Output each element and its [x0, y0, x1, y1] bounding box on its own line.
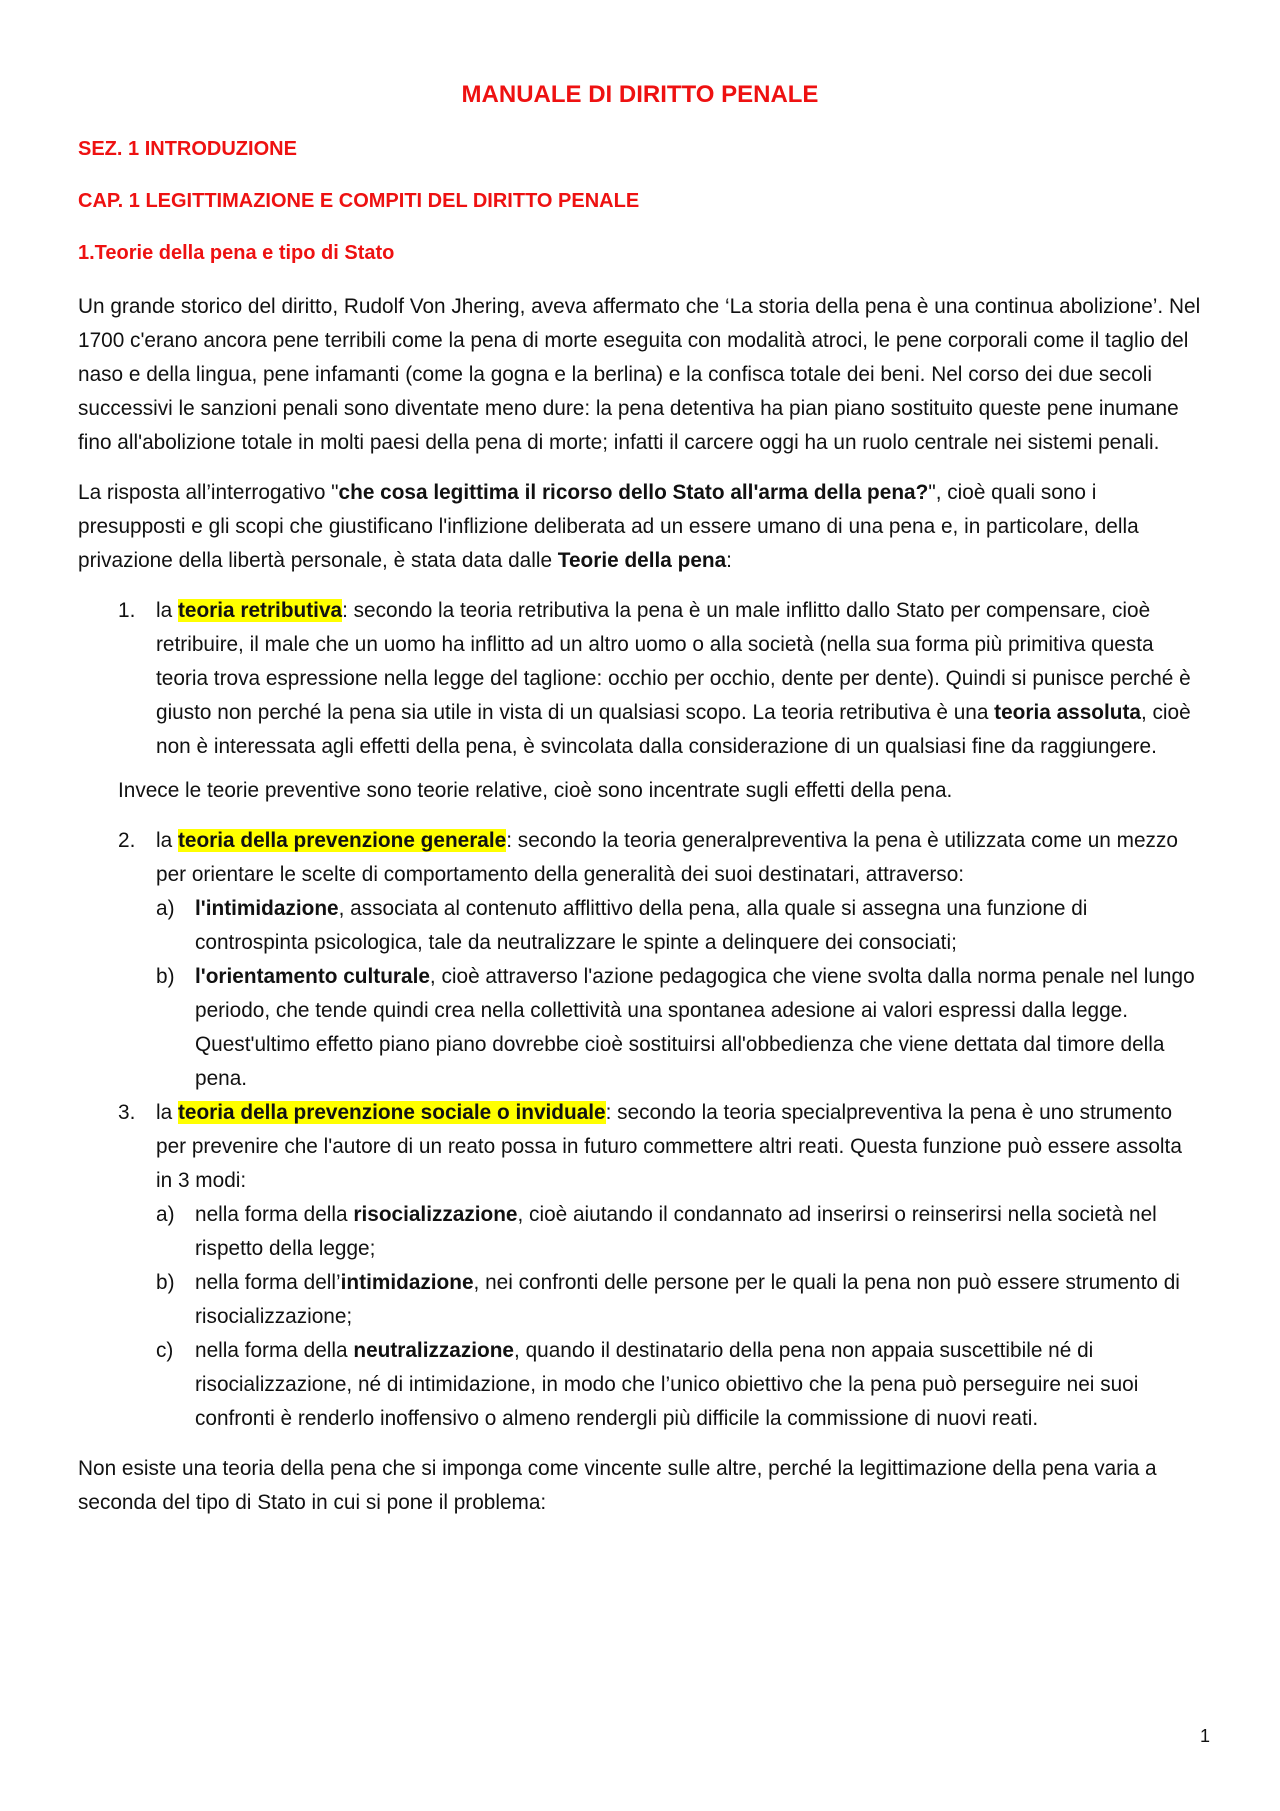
bold-term: l'intimidazione	[195, 897, 339, 920]
text-run: la	[156, 829, 178, 852]
text-run: nella forma della	[195, 1339, 354, 1362]
text-run: nella forma della	[195, 1203, 354, 1226]
text-run: la	[156, 599, 178, 622]
sublist-item	[156, 1266, 1202, 1334]
document-title: MANUALE DI DIRITTO PENALE	[461, 81, 819, 108]
bold-question: che cosa legittima il ricorso dello Stato all'arma della pena?	[338, 481, 929, 504]
sublist-item	[156, 960, 1202, 1096]
text-run: , nei confronti delle persone per le quali la pena non può essere strumento di risocializzazione;	[195, 1271, 1180, 1328]
highlighted-term: teoria retributiva	[177, 599, 343, 622]
bold-term: neutralizzazione	[353, 1339, 515, 1362]
list-number: 2.	[118, 829, 136, 852]
theories-list-part2	[78, 824, 1202, 1436]
chapter-heading: CAP. 1 LEGITTIMAZIONE E COMPITI DEL DIRITTO PENALE	[78, 190, 640, 212]
sublist-general-prevention	[156, 892, 1202, 1096]
sublist-item	[156, 1198, 1202, 1266]
sublist-letter: c)	[156, 1339, 174, 1362]
text-run: , cioè attraverso l'azione pedagogica che viene svolta dalla norma penale nel lungo periodo, che tende quindi crea nella collettività una spontanea adesione ai valori espressi dalla legge. Quest'ultimo effetto piano piano dovrebbe cioè sostituirsi all'obbedienza che viene dettata dal timore della pena.	[195, 965, 1195, 1090]
text-run: La risposta all’interrogativo "	[78, 481, 339, 504]
sublist-letter: a)	[156, 1203, 175, 1226]
list-item-theory-general-prevention	[78, 824, 1202, 1096]
list-item-theory-retributive	[78, 594, 1202, 764]
text-run: , cioè aiutando il condannato ad inserirsi o reinserirsi nella società nel rispetto della legge;	[195, 1203, 1157, 1260]
sublist-letter: a)	[156, 897, 175, 920]
subchapter-heading: 1.Teorie della pena e tipo di Stato	[78, 242, 395, 264]
list-item-theory-special-prevention	[78, 1096, 1202, 1436]
paragraph-conclusion: Non esiste una teoria della pena che si imponga come vincente sulle altre, perché la legittimazione della pena varia a seconda del tipo di Stato in cui si pone il problema:	[78, 1457, 1157, 1514]
list-number: 1.	[118, 599, 136, 622]
text-run: ", cioè quali sono i presupposti e gli scopi che giustificano l'inflizione deliberata ad un essere umano di una pena e, in particolare, della privazione della libertà personale, è stata data dalle	[78, 481, 1139, 572]
text-run: , associata al contenuto afflittivo della pena, alla quale si assegna una funzione di controspinta psicologica, tale da neutralizzare le spinte a delinquere dei consociati;	[195, 897, 1088, 954]
text-run: nella forma dell’	[195, 1271, 341, 1294]
highlighted-term: teoria della prevenzione sociale o inviduale	[177, 1101, 606, 1124]
text-run: : secondo la teoria generalpreventiva la pena è utilizzata come un mezzo per orientare le scelte di comportamento della generalità dei suoi destinatari, attraverso:	[156, 829, 1178, 886]
highlighted-term: teoria della prevenzione generale	[177, 829, 507, 852]
paragraph-question	[78, 476, 1202, 578]
bold-term: Teorie della pena	[557, 549, 727, 572]
theories-list-part1	[78, 594, 1202, 764]
bold-term: l'orientamento culturale	[195, 965, 430, 988]
page-number: 1	[1199, 1726, 1210, 1746]
paragraph-interlude: Invece le teorie preventive sono teorie relative, cioè sono incentrate sugli effetti della pena.	[118, 779, 953, 802]
bold-term: teoria assoluta	[994, 701, 1141, 724]
text-run: , cioè non è interessata agli effetti della pena, è svincolata dalla considerazione di un qualsiasi fine da raggiungere.	[156, 701, 1191, 758]
sublist-special-prevention	[156, 1198, 1202, 1436]
text-run: :	[726, 549, 732, 572]
text-run: , quando il destinatario della pena non appaia suscettibile né di risocializzazione, né di intimidazione, in modo che l’unico obiettivo che la pena può perseguire nei suoi confronti è renderlo inoffensivo o almeno rendergli più difficile la commissione di nuovi reati.	[195, 1339, 1139, 1430]
sublist-item	[156, 892, 1202, 960]
bold-term: risocializzazione	[353, 1203, 518, 1226]
sublist-letter: b)	[156, 1271, 175, 1294]
sublist-letter: b)	[156, 965, 175, 988]
section-heading: SEZ. 1 INTRODUZIONE	[78, 138, 297, 160]
paragraph-intro: Un grande storico del diritto, Rudolf Von Jhering, aveva affermato che ‘La storia della pena è una continua abolizione’. Nel 1700 c'erano ancora pene terribili come la pena di morte eseguita con modalità atroci, le pene corporali come il taglio del naso e della lingua, pene infamanti (come la gogna e la berlina) e la confisca totale dei beni. Nel corso dei due secoli successivi le sanzioni penali sono diventate meno dure: la pena detentiva ha pian piano sostituito queste pene inumane fino all'abolizione totale in molti paesi della pena di morte; infatti il carcere oggi ha un ruolo centrale nei sistemi penali.	[78, 295, 1201, 454]
sublist-item	[156, 1334, 1202, 1436]
text-run: la	[156, 1101, 178, 1124]
text-run: : secondo la teoria retributiva la pena è un male inflitto dallo Stato per compensare, cioè retribuire, il male che un uomo ha inflitto ad un altro uomo o alla società (nella sua forma più primitiva questa teoria trova espressione nella legge del taglione: occhio per occhio, dente per dente). Quindi si punisce perché è giusto non perché la pena sia utile in vista di un qualsiasi scopo. La teoria retributiva è una	[156, 599, 1191, 724]
bold-term: intimidazione	[340, 1271, 474, 1294]
text-run: : secondo la teoria specialpreventiva la pena è uno strumento per prevenire che l'autore di un reato possa in futuro commettere altri reati. Questa funzione può essere assolta in 3 modi:	[156, 1101, 1182, 1192]
list-number: 3.	[118, 1101, 136, 1124]
document-content	[78, 78, 1202, 1536]
